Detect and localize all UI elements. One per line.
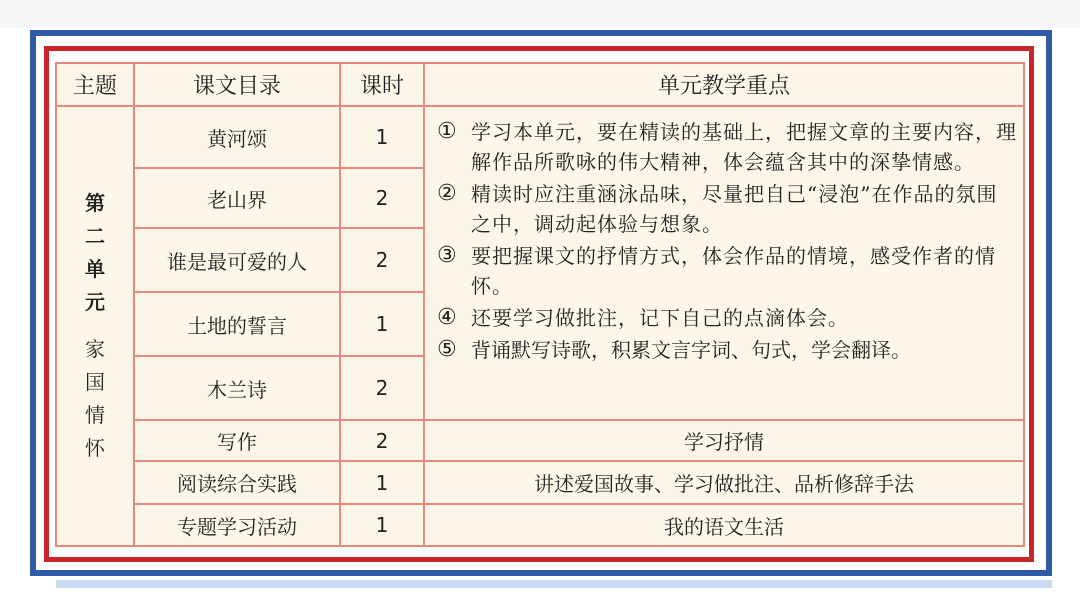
header-hours: 课时 xyxy=(340,63,424,106)
focus-text: 还要学习做批注，记下自己的点滴体会。 xyxy=(471,306,849,330)
lesson-plan-table xyxy=(55,62,1025,547)
table-header-row xyxy=(56,63,1024,106)
focus-number: ② xyxy=(437,181,457,206)
table-row xyxy=(56,106,1024,168)
lesson-hours: 1 xyxy=(340,106,424,168)
focus-item xyxy=(437,179,1017,239)
header-theme: 主题 xyxy=(56,63,134,106)
theme-name-char: 国 xyxy=(85,370,105,394)
focus-item xyxy=(437,117,1017,177)
lesson-hours: 2 xyxy=(340,228,424,292)
theme-gap xyxy=(57,319,133,333)
lesson-title: 老山界 xyxy=(134,168,340,228)
header-teaching-focus: 单元教学重点 xyxy=(424,63,1024,106)
row-focus: 学习抒情 xyxy=(424,420,1024,461)
focus-text: 学习本单元，要在精读的基础上，把握文章的主要内容，理解作品所歌咏的伟大精神，体会蕴含其中的深挚情感。 xyxy=(471,120,1017,174)
lesson-plan-table-container xyxy=(55,62,1023,546)
focus-item xyxy=(437,335,1017,365)
frame-bottom-shadow xyxy=(56,580,1052,588)
theme-unit-char: 第 xyxy=(85,191,105,215)
lesson-title: 黄河颂 xyxy=(134,106,340,168)
lesson-hours: 1 xyxy=(340,292,424,356)
focus-number: ⑤ xyxy=(437,337,457,362)
theme-name-char: 家 xyxy=(85,337,105,361)
lesson-title: 谁是最可爱的人 xyxy=(134,228,340,292)
lesson-title: 阅读综合实践 xyxy=(134,461,340,504)
theme-unit-char: 二 xyxy=(85,224,105,248)
focus-text: 背诵默写诗歌，积累文言字词、句式，学会翻译。 xyxy=(471,338,911,362)
focus-item xyxy=(437,303,1017,333)
row-focus: 讲述爱国故事、学习做批注、品析修辞手法 xyxy=(424,461,1024,504)
lesson-hours: 2 xyxy=(340,168,424,228)
lesson-title: 专题学习活动 xyxy=(134,504,340,546)
focus-number: ① xyxy=(437,119,457,144)
theme-name-char: 怀 xyxy=(85,436,105,460)
theme-name-char: 情 xyxy=(85,403,105,427)
lesson-title: 木兰诗 xyxy=(134,356,340,420)
focus-number: ④ xyxy=(437,305,457,330)
lesson-hours: 1 xyxy=(340,461,424,504)
focus-item xyxy=(437,241,1017,301)
lesson-hours: 1 xyxy=(340,504,424,546)
focus-number: ③ xyxy=(437,243,457,268)
focus-text: 精读时应注重涵泳品味，尽量把自己“浸泡”在作品的氛围之中，调动起体验与想象。 xyxy=(471,182,998,236)
theme-unit-char: 元 xyxy=(85,290,105,314)
lesson-title: 写作 xyxy=(134,420,340,461)
lesson-hours: 2 xyxy=(340,356,424,420)
lesson-title: 土地的誓言 xyxy=(134,292,340,356)
header-lessons: 课文目录 xyxy=(134,63,340,106)
row-focus: 我的语文生活 xyxy=(424,504,1024,546)
theme-cell xyxy=(56,106,134,546)
table-row xyxy=(56,504,1024,546)
top-background-stripe xyxy=(0,0,1080,28)
lesson-hours: 2 xyxy=(340,420,424,461)
teaching-focus-cell xyxy=(424,106,1024,420)
table-row xyxy=(56,461,1024,504)
focus-text: 要把握课文的抒情方式，体会作品的情境，感受作者的情怀。 xyxy=(471,244,996,298)
table-row xyxy=(56,420,1024,461)
theme-unit-char: 单 xyxy=(85,257,105,281)
